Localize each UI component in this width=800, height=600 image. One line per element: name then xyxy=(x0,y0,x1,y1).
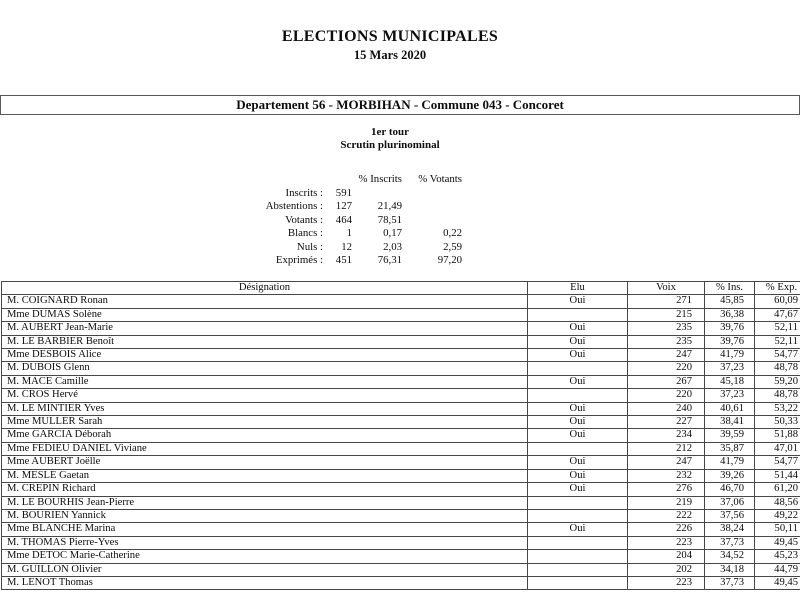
pct-inscrits-cell: 37,73 xyxy=(705,536,755,549)
votes-cell: 267 xyxy=(628,375,705,388)
pct-inscrits-cell: 40,61 xyxy=(705,402,755,415)
pct-inscrits-cell: 37,56 xyxy=(705,509,755,522)
elected-cell: Oui xyxy=(528,416,628,429)
summary-row xyxy=(203,187,462,201)
pct-exprimes-cell: 50,11 xyxy=(755,523,800,536)
pct-exprimes-cell: 47,67 xyxy=(755,308,800,321)
votes-cell: 247 xyxy=(628,456,705,469)
pct-exprimes-cell: 52,11 xyxy=(755,322,800,335)
pct-exprimes-cell: 54,77 xyxy=(755,349,800,362)
pct-inscrits-cell: 37,73 xyxy=(705,576,755,589)
candidate-name-cell: M. CREPIN Richard xyxy=(2,483,528,496)
votes-cell: 240 xyxy=(628,402,705,415)
summary-header-pct-votants: % Votants xyxy=(418,173,462,185)
pct-exprimes-cell: 48,56 xyxy=(755,496,800,509)
pct-exprimes-cell: 49,22 xyxy=(755,509,800,522)
elected-cell: Oui xyxy=(528,335,628,348)
elected-cell: Oui xyxy=(528,483,628,496)
department-header-text: Departement 56 - MORBIHAN - Commune 043 - Concoret xyxy=(236,97,564,112)
summary-row-pct-inscrits xyxy=(352,187,402,201)
candidate-name-cell: M. MACE Camille xyxy=(2,375,528,388)
pct-exprimes-cell: 51,88 xyxy=(755,429,800,442)
summary-row-value: 12 xyxy=(341,240,352,253)
pct-inscrits-cell: 37,06 xyxy=(705,496,755,509)
elected-cell: Oui xyxy=(528,523,628,536)
candidate-row xyxy=(2,375,800,388)
summary-row-pct-votants xyxy=(402,187,462,201)
candidate-row xyxy=(2,402,800,415)
pct-inscrits-cell: 38,24 xyxy=(705,523,755,536)
candidate-name-cell: Mme AUBERT Joëlle xyxy=(2,456,528,469)
candidate-name-cell: Mme GARCIA Déborah xyxy=(2,429,528,442)
candidate-row xyxy=(2,496,800,509)
document-title: ELECTIONS MUNICIPALES xyxy=(281,28,499,45)
elected-cell: Oui xyxy=(528,375,628,388)
candidate-name-cell: M. COIGNARD Ronan xyxy=(2,295,528,308)
candidate-results-table xyxy=(1,281,800,590)
pct-inscrits-cell: 39,59 xyxy=(705,429,755,442)
candidate-name-cell: Mme FEDIEU DANIEL Viviane xyxy=(2,442,528,455)
candidate-name-cell: M. BOURIEN Yannick xyxy=(2,509,528,522)
pct-inscrits-cell: 45,18 xyxy=(705,375,755,388)
pct-exprimes-cell: 47,01 xyxy=(755,442,800,455)
candidate-name-cell: M. LENOT Thomas xyxy=(2,576,528,589)
votes-cell: 223 xyxy=(628,576,705,589)
candidate-name-cell: M. LE BOURHIS Jean-Pierre xyxy=(2,496,528,509)
summary-header-spacer xyxy=(203,173,323,187)
votes-cell: 204 xyxy=(628,550,705,563)
elected-cell xyxy=(528,563,628,576)
summary-row xyxy=(203,254,462,268)
results-header-pct-ins: % Ins. xyxy=(705,282,755,295)
pct-exprimes-cell: 51,44 xyxy=(755,469,800,482)
candidate-row xyxy=(2,576,800,589)
pct-inscrits-cell: 39,26 xyxy=(705,469,755,482)
pct-exprimes-cell: 52,11 xyxy=(755,335,800,348)
candidate-name-cell: M. CROS Hervé xyxy=(2,389,528,402)
summary-row-label: Votants : xyxy=(285,213,323,226)
pct-inscrits-cell: 34,18 xyxy=(705,563,755,576)
candidate-name-cell: M. AUBERT Jean-Marie xyxy=(2,322,528,335)
votes-cell: 202 xyxy=(628,563,705,576)
candidate-name-cell: M. LE MINTIER Yves xyxy=(2,402,528,415)
pct-exprimes-cell: 54,77 xyxy=(755,456,800,469)
round-label: 1er tour xyxy=(371,126,409,138)
elected-cell: Oui xyxy=(528,349,628,362)
pct-inscrits-cell: 46,70 xyxy=(705,483,755,496)
votes-cell: 219 xyxy=(628,496,705,509)
candidate-name-cell: M. GUILLON Olivier xyxy=(2,563,528,576)
summary-row-pct-votants: 97,20 xyxy=(437,254,462,266)
pct-inscrits-cell: 37,23 xyxy=(705,362,755,375)
candidate-row xyxy=(2,456,800,469)
elected-cell: Oui xyxy=(528,322,628,335)
candidate-row xyxy=(2,469,800,482)
pct-inscrits-cell: 39,76 xyxy=(705,322,755,335)
elected-cell: Oui xyxy=(528,295,628,308)
votes-cell: 271 xyxy=(628,295,705,308)
summary-row xyxy=(203,214,462,228)
votes-cell: 215 xyxy=(628,308,705,321)
summary-row-label: Blancs : xyxy=(287,227,323,239)
candidate-name-cell: M. MESLE Gaetan xyxy=(2,469,528,482)
pct-inscrits-cell: 41,79 xyxy=(705,349,755,362)
pct-exprimes-cell: 59,20 xyxy=(755,375,800,388)
candidate-row xyxy=(2,442,800,455)
ballot-type-label: Scrutin plurinominal xyxy=(340,139,440,151)
candidate-row xyxy=(2,483,800,496)
results-header-designation: Désignation xyxy=(2,282,528,295)
summary-row-label: Exprimés : xyxy=(275,254,323,266)
pct-inscrits-cell: 35,87 xyxy=(705,442,755,455)
votes-cell: 222 xyxy=(628,509,705,522)
summary-row-value: 464 xyxy=(335,213,352,226)
votes-cell: 226 xyxy=(628,523,705,536)
pct-inscrits-cell: 45,85 xyxy=(705,295,755,308)
pct-inscrits-cell: 36,38 xyxy=(705,308,755,321)
summary-row-pct-inscrits: 0,17 xyxy=(383,227,402,239)
votes-cell: 212 xyxy=(628,442,705,455)
candidate-row xyxy=(2,429,800,442)
department-header-box xyxy=(0,95,800,115)
pct-exprimes-cell: 50,33 xyxy=(755,416,800,429)
pct-exprimes-cell: 44,79 xyxy=(755,563,800,576)
candidate-row xyxy=(2,308,800,321)
turnout-summary-table xyxy=(203,173,462,268)
votes-cell: 220 xyxy=(628,362,705,375)
elected-cell xyxy=(528,509,628,522)
summary-header-row xyxy=(203,173,462,187)
pct-inscrits-cell: 38,41 xyxy=(705,416,755,429)
candidate-name-cell: M. LE BARBIER Benoît xyxy=(2,335,528,348)
results-header-voix: Voix xyxy=(628,282,705,295)
elected-cell: Oui xyxy=(528,429,628,442)
pct-exprimes-cell: 49,45 xyxy=(755,536,800,549)
candidate-row xyxy=(2,389,800,402)
votes-cell: 220 xyxy=(628,389,705,402)
summary-header-pct-inscrits: % Inscrits xyxy=(358,173,402,185)
candidate-name-cell: Mme DETOC Marie-Catherine xyxy=(2,550,528,563)
candidate-name-cell: Mme BLANCHE Marina xyxy=(2,523,528,536)
elected-cell xyxy=(528,536,628,549)
summary-row-pct-votants: 0,22 xyxy=(443,227,462,239)
pct-inscrits-cell: 34,52 xyxy=(705,550,755,563)
summary-row xyxy=(203,200,462,214)
votes-cell: 247 xyxy=(628,349,705,362)
candidate-row xyxy=(2,416,800,429)
pct-exprimes-cell: 48,78 xyxy=(755,362,800,375)
candidate-name-cell: Mme DUMAS Solène xyxy=(2,308,528,321)
candidate-row xyxy=(2,523,800,536)
document-date: 15 Mars 2020 xyxy=(353,48,427,62)
votes-cell: 223 xyxy=(628,536,705,549)
elected-cell: Oui xyxy=(528,469,628,482)
candidate-name-cell: Mme MULLER Sarah xyxy=(2,416,528,429)
votes-cell: 232 xyxy=(628,469,705,482)
pct-inscrits-cell: 37,23 xyxy=(705,389,755,402)
votes-cell: 234 xyxy=(628,429,705,442)
votes-cell: 235 xyxy=(628,322,705,335)
pct-inscrits-cell: 41,79 xyxy=(705,456,755,469)
summary-row xyxy=(203,227,462,241)
candidate-row xyxy=(2,536,800,549)
summary-row-pct-inscrits: 2,03 xyxy=(383,240,402,253)
elected-cell xyxy=(528,496,628,509)
elected-cell xyxy=(528,389,628,402)
results-header-pct-exp: % Exp. xyxy=(755,282,800,295)
summary-row-pct-inscrits: 21,49 xyxy=(377,200,402,212)
pct-exprimes-cell: 53,22 xyxy=(755,402,800,415)
candidate-row xyxy=(2,349,800,362)
summary-row-pct-inscrits: 78,51 xyxy=(377,213,402,226)
candidate-row xyxy=(2,550,800,563)
summary-row-value: 127 xyxy=(335,200,352,212)
pct-inscrits-cell: 39,76 xyxy=(705,335,755,348)
results-header-elu: Elu xyxy=(528,282,628,295)
votes-cell: 227 xyxy=(628,416,705,429)
summary-row-label: Nuls : xyxy=(296,240,323,253)
candidate-row xyxy=(2,322,800,335)
candidate-name-cell: M. DUBOIS Glenn xyxy=(2,362,528,375)
summary-row-value: 591 xyxy=(335,186,352,199)
votes-cell: 276 xyxy=(628,483,705,496)
elected-cell: Oui xyxy=(528,402,628,415)
pct-exprimes-cell: 48,78 xyxy=(755,389,800,402)
candidate-row xyxy=(2,362,800,375)
pct-exprimes-cell: 45,23 xyxy=(755,550,800,563)
summary-row-pct-votants xyxy=(402,200,462,214)
elected-cell xyxy=(528,550,628,563)
results-header-row xyxy=(2,282,800,295)
summary-row-value: 451 xyxy=(335,254,352,266)
pct-exprimes-cell: 61,20 xyxy=(755,483,800,496)
candidate-row xyxy=(2,509,800,522)
pct-exprimes-cell: 60,09 xyxy=(755,295,800,308)
summary-row-value: 1 xyxy=(346,227,352,239)
candidate-row xyxy=(2,295,800,308)
candidate-row xyxy=(2,563,800,576)
elected-cell xyxy=(528,308,628,321)
pct-exprimes-cell: 49,45 xyxy=(755,576,800,589)
candidate-row xyxy=(2,335,800,348)
candidate-name-cell: M. THOMAS Pierre-Yves xyxy=(2,536,528,549)
candidate-name-cell: Mme DESBOIS Alice xyxy=(2,349,528,362)
summary-header-spacer xyxy=(323,173,352,187)
summary-row-pct-votants xyxy=(402,214,462,228)
votes-cell: 235 xyxy=(628,335,705,348)
elected-cell: Oui xyxy=(528,456,628,469)
summary-row xyxy=(203,241,462,255)
summary-row-label: Abstentions : xyxy=(265,200,323,212)
summary-row-pct-inscrits: 76,31 xyxy=(377,254,402,266)
summary-row-pct-votants: 2,59 xyxy=(443,240,462,253)
elected-cell xyxy=(528,362,628,375)
elected-cell xyxy=(528,442,628,455)
elected-cell xyxy=(528,576,628,589)
summary-row-label: Inscrits : xyxy=(285,186,323,199)
